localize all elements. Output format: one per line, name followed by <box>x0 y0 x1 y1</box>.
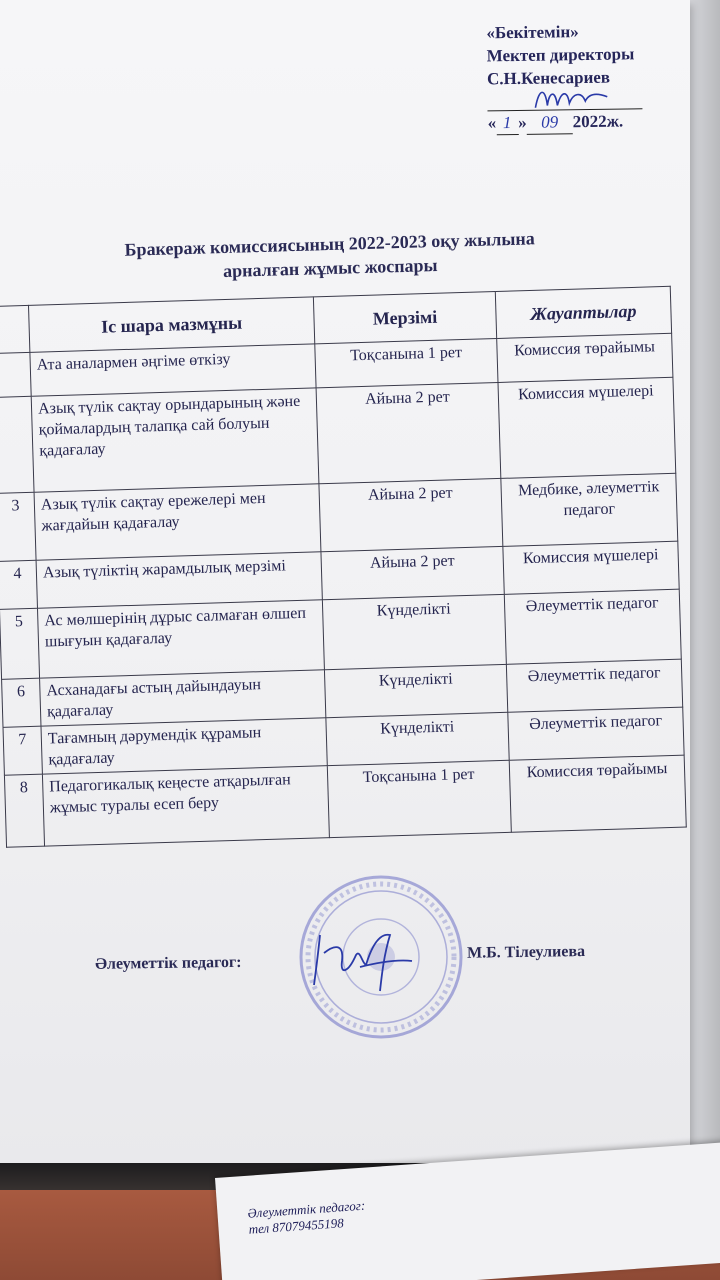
underlying-phone: тел 87079455198 <box>248 1215 345 1237</box>
row-activity: Тағамның дәрумендік құрамын қадағалау <box>41 718 327 774</box>
row-responsible: Әлеуметтік педагог <box>506 659 682 712</box>
date-year: 2022ж. <box>572 111 624 132</box>
row-responsible: Әлеуметтік педагог <box>508 707 684 760</box>
approval-heading: «Бекітемін» <box>486 22 579 43</box>
row-activity: Азық түлік сақтау ережелері мен жағдайын қадағалау <box>34 484 321 560</box>
director-signature-line <box>487 90 642 111</box>
work-plan-table-wrapper <box>0 286 686 848</box>
approval-director-name: С.Н.Кенесариев <box>486 67 611 89</box>
row-number <box>0 352 31 397</box>
row-term: Күнделікті <box>326 712 509 765</box>
row-responsible: Медбике, әлеуметтік педагог <box>501 473 678 546</box>
date-day: 1 <box>496 111 518 135</box>
row-number: 6 <box>2 678 41 727</box>
row-term: Тоқсанына 1 рет <box>327 760 511 837</box>
header-number <box>0 305 30 353</box>
approval-position: Мектеп директоры <box>486 44 635 66</box>
row-responsible: Комиссия мүшелері <box>503 541 679 594</box>
row-activity: Асханадағы астың дайындауын қадағалау <box>40 670 326 726</box>
row-number: 8 <box>4 774 44 847</box>
row-number <box>0 396 34 493</box>
row-number: 3 <box>0 492 36 561</box>
row-number: 4 <box>0 560 37 609</box>
row-activity: Ата аналармен әңгіме өткізу <box>30 344 316 396</box>
row-activity: Ас мөлшерінің дұрыс салмаған өлшеп шығуын қадағалау <box>37 600 324 678</box>
date-close-quote: » <box>517 112 527 132</box>
row-responsible: Комиссия төрайымы <box>497 333 673 382</box>
row-responsible: Әлеуметтік педагог <box>504 589 681 664</box>
row-activity: Педагогикалық кеңесте атқарылған жұмыс туралы есеп беру <box>42 766 329 846</box>
row-term: Айына 2 рет <box>319 478 503 551</box>
row-term: Айына 2 рет <box>321 546 504 599</box>
footer-signer-name: М.Б. Тілеулиева <box>466 943 586 962</box>
pedagogue-signature <box>300 915 420 995</box>
date-month: 09 <box>526 110 572 135</box>
approval-block <box>486 19 688 136</box>
date-open-quote: « <box>487 113 497 133</box>
row-responsible: Комиссия төрайымы <box>509 755 686 832</box>
footer-position-label: Әлеуметтік педагог: <box>95 953 242 973</box>
underlying-sheet-text <box>247 1198 367 1238</box>
underlying-position-label: Әлеуметтік педагог: <box>247 1197 366 1221</box>
row-term: Күнделікті <box>322 594 506 669</box>
header-term: Мерзімі <box>313 292 496 344</box>
row-number: 5 <box>0 608 40 679</box>
title-line-2: арналған жұмыс жоспары <box>222 255 438 281</box>
row-responsible: Комиссия мүшелері <box>498 377 676 478</box>
row-activity: Азық түлік сақтау орындарының және қоймалардың талапқа сай болуын қадағалау <box>31 388 319 492</box>
row-activity: Азық түліктің жарамдылық мерзімі <box>36 552 322 608</box>
row-term: Айына 2 рет <box>316 382 501 483</box>
work-plan-table <box>0 286 687 848</box>
director-signature <box>527 81 617 118</box>
row-number: 7 <box>3 726 42 775</box>
document-title <box>59 224 600 287</box>
header-responsible: Жауаптылар <box>495 286 671 338</box>
row-term: Күнделікті <box>324 664 507 717</box>
header-activity: Іс шара мазмұны <box>28 297 314 352</box>
row-term: Тоқсанына 1 рет <box>315 338 498 387</box>
title-line-1: Бракераж комиссиясының 2022-2023 оқу жылына <box>124 228 535 260</box>
